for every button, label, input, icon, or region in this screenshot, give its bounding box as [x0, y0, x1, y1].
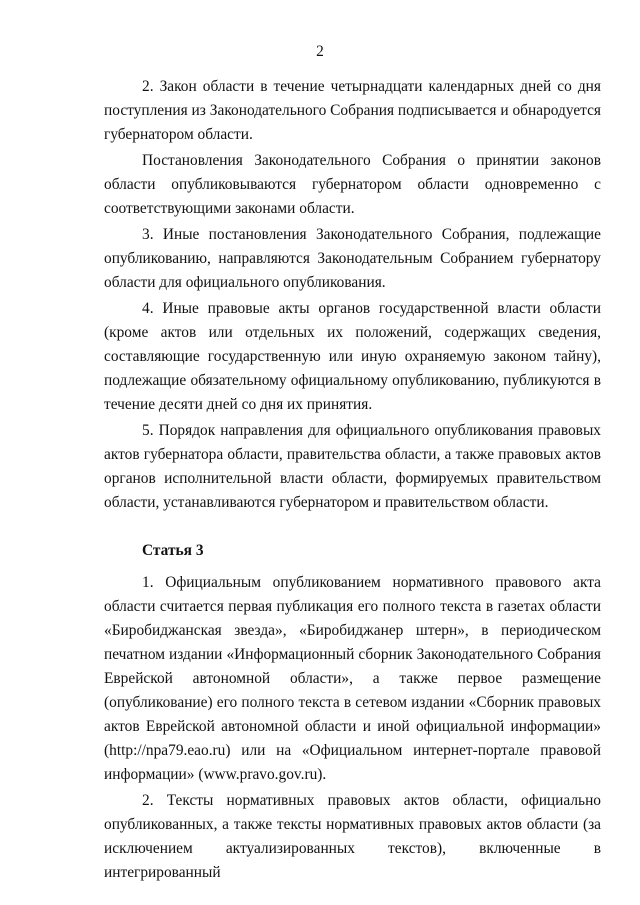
paragraph: 3. Иные постановления Законодательного Собрания, подлежащие опубликованию, направляются Законодательным Собранием губернатору области для официального опубликования.	[104, 226, 601, 291]
document-body	[104, 75, 601, 887]
paragraph: 4. Иные правовые акты органов государственной власти области (кроме актов или отдельных их положений, содержащих сведения, составляющие государственную или иную охраняемую законом тайну), подлежащие обязательному официальному опубликованию, публикуются в течение десяти дней со дня их принятия.	[104, 300, 601, 413]
paragraph: 5. Порядок направления для официального опубликования правовых актов губернатора области, правительства области, а также правовых актов органов исполнительной власти области, формируемых правительством области, устанавливаются губернатором и правительством области.	[104, 422, 601, 511]
article-heading: Статья 3	[142, 542, 204, 559]
page-number: 2	[316, 43, 324, 60]
paragraph: 1. Официальным опубликованием нормативного правового акта области считается первая публикация его полного текста в газетах области «Биробиджанская звезда», «Биробиджанер штерн», в периодическом печатном издании «Информационный сборник Законодательного Собрания Еврейской автономной области», а также первое размещение (опубликование) его полного текста в сетевом издании «Сборник правовых актов Еврейской автономной области и иной официальной информации» (http://npa79.eao.ru) или на «Официальном интернет-портале правовой информации» (www.pravo.gov.ru).	[104, 574, 601, 783]
paragraph: Постановления Законодательного Собрания о принятии законов области опубликовываются губернатором области одновременно с соответствующими законами области.	[104, 152, 601, 217]
paragraph: 2. Тексты нормативных правовых актов области, официально опубликованных, а также тексты нормативных правовых актов области (за исключением актуализированных текстов), включенные в интегрированный	[104, 792, 601, 881]
paragraph: 2. Закон области в течение четырнадцати календарных дней со дня поступления из Законодательного Собрания подписывается и обнародуется губернатором области.	[104, 78, 601, 143]
